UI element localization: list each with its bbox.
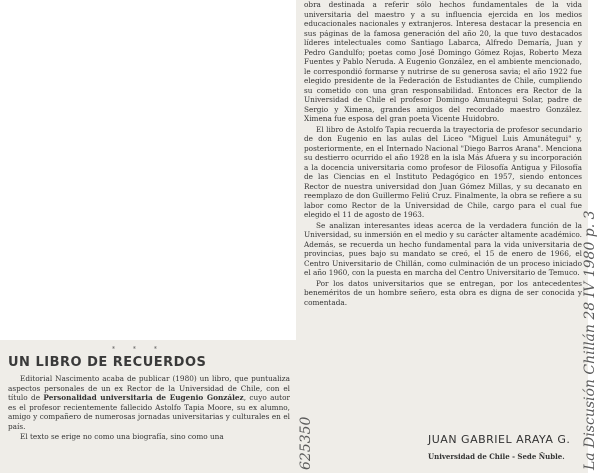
book-title: Personalidad universitaria de Eugenio González xyxy=(43,393,244,402)
left-column-text xyxy=(8,374,290,442)
lead-text-end: , cuyo autor es el profesor recientemente fallecido Astolfo Tapia Moore, su ex alumno, amigo y compañero de numerosas jornadas universitarias y culturales en el país. xyxy=(8,393,290,431)
lead-paragraph xyxy=(8,374,290,431)
right-column-text xyxy=(304,0,582,307)
article-headline: UN LIBRO DE RECUERDOS xyxy=(8,355,207,370)
author-affiliation: Universidad de Chile - Sede Ñuble. xyxy=(428,452,565,461)
lead-text: Editorial Nascimento acaba de publicar (1980) un libro, que puntualiza aspectos personales de un ex Rector de la Universidad de Chile, con el título de xyxy=(8,374,290,402)
headline-ornament: * * * xyxy=(112,346,165,353)
handwritten-source-note: La Discusión Chillán 28 IV 1980 p. 3 xyxy=(582,210,598,470)
paragraph: El texto se erige no como una biografía, sino como una xyxy=(20,432,224,441)
paragraph: El libro de Astolfo Tapia recuerda la trayectoria de profesor secundario de don Eugenio en las aulas del Liceo "Miguel Luis Amunátegui" y, posteriormente, en el Internado Nacional "Diego Barros Arana". Menciona su destierro ocurrido el año 1928 en la isla Más Afuera y su incorporación a la docencia universitaria como profesor de Filosofía Antigua y Filosofía de las Ciencias en el Instituto Pedagógico en 1957, siendo entonces Rector de nuestra universidad don Juan Gómez Millas, y su decanato en reemplazo de don Guillermo Feliú Cruz. Finalmente, la obra se refiere a su labor como Rector de la Universidad de Chile, cargo para el cual fue elegido el 11 de agosto de 1963. xyxy=(304,124,582,219)
author-signature: JUAN GABRIEL ARAYA G. xyxy=(428,433,571,446)
paragraph: Se analizan interesantes ideas acerca de la verdadera función de la Universidad, su inmersión en el medio y su carácter altamente académico. Además, se recuerda un hecho fundamental para la vida universitaria de provincias, pues bajo su mandato se creó, el 15 de enero de 1966, el Centro Universitario de Chillán, como culminación de un proceso iniciado el año 1960, con la puesta en marcha del Centro Universitario de Temuco. xyxy=(304,220,582,277)
handwritten-catalog-number: 625350 xyxy=(298,416,314,470)
paragraph: obra destinada a referir sólo hechos fundamentales de la vida universitaria del maestro y a su influencia ejercida en los medios educacionales nacionales y extranjeros. Interesa destacar la presencia en sus páginas de la famosa generación del año 20, la que tuvo destacados líderes intelectuales como Santiago Labarca, Alfredo Demaría, Juan y Pedro Gandulfo; poetas como José Domingo Gómez Rojas, Roberto Meza Fuentes y Pablo Neruda. A Eugenio González, en el ambiente mencionado, le correspondió formarse y nutrirse de su generosa savia; el año 1922 fue elegido presidente de la Federación de Estudiantes de Chile, cumpliendo su cometido con una gran responsabilidad. Entonces era Rector de la Universidad de Chile el profesor Domingo Amunátegui Solar, padre de Sergio y Ximena, grandes amigos del recordado maestro González. Ximena fue esposa del gran poeta Vicente Huidobro. xyxy=(304,0,582,123)
paragraph: Por los datos universitarios que se entregan, por los antecedentes beneméritos de un hombre señero, esta obra es digna de ser conocida y comentada. xyxy=(304,278,582,307)
